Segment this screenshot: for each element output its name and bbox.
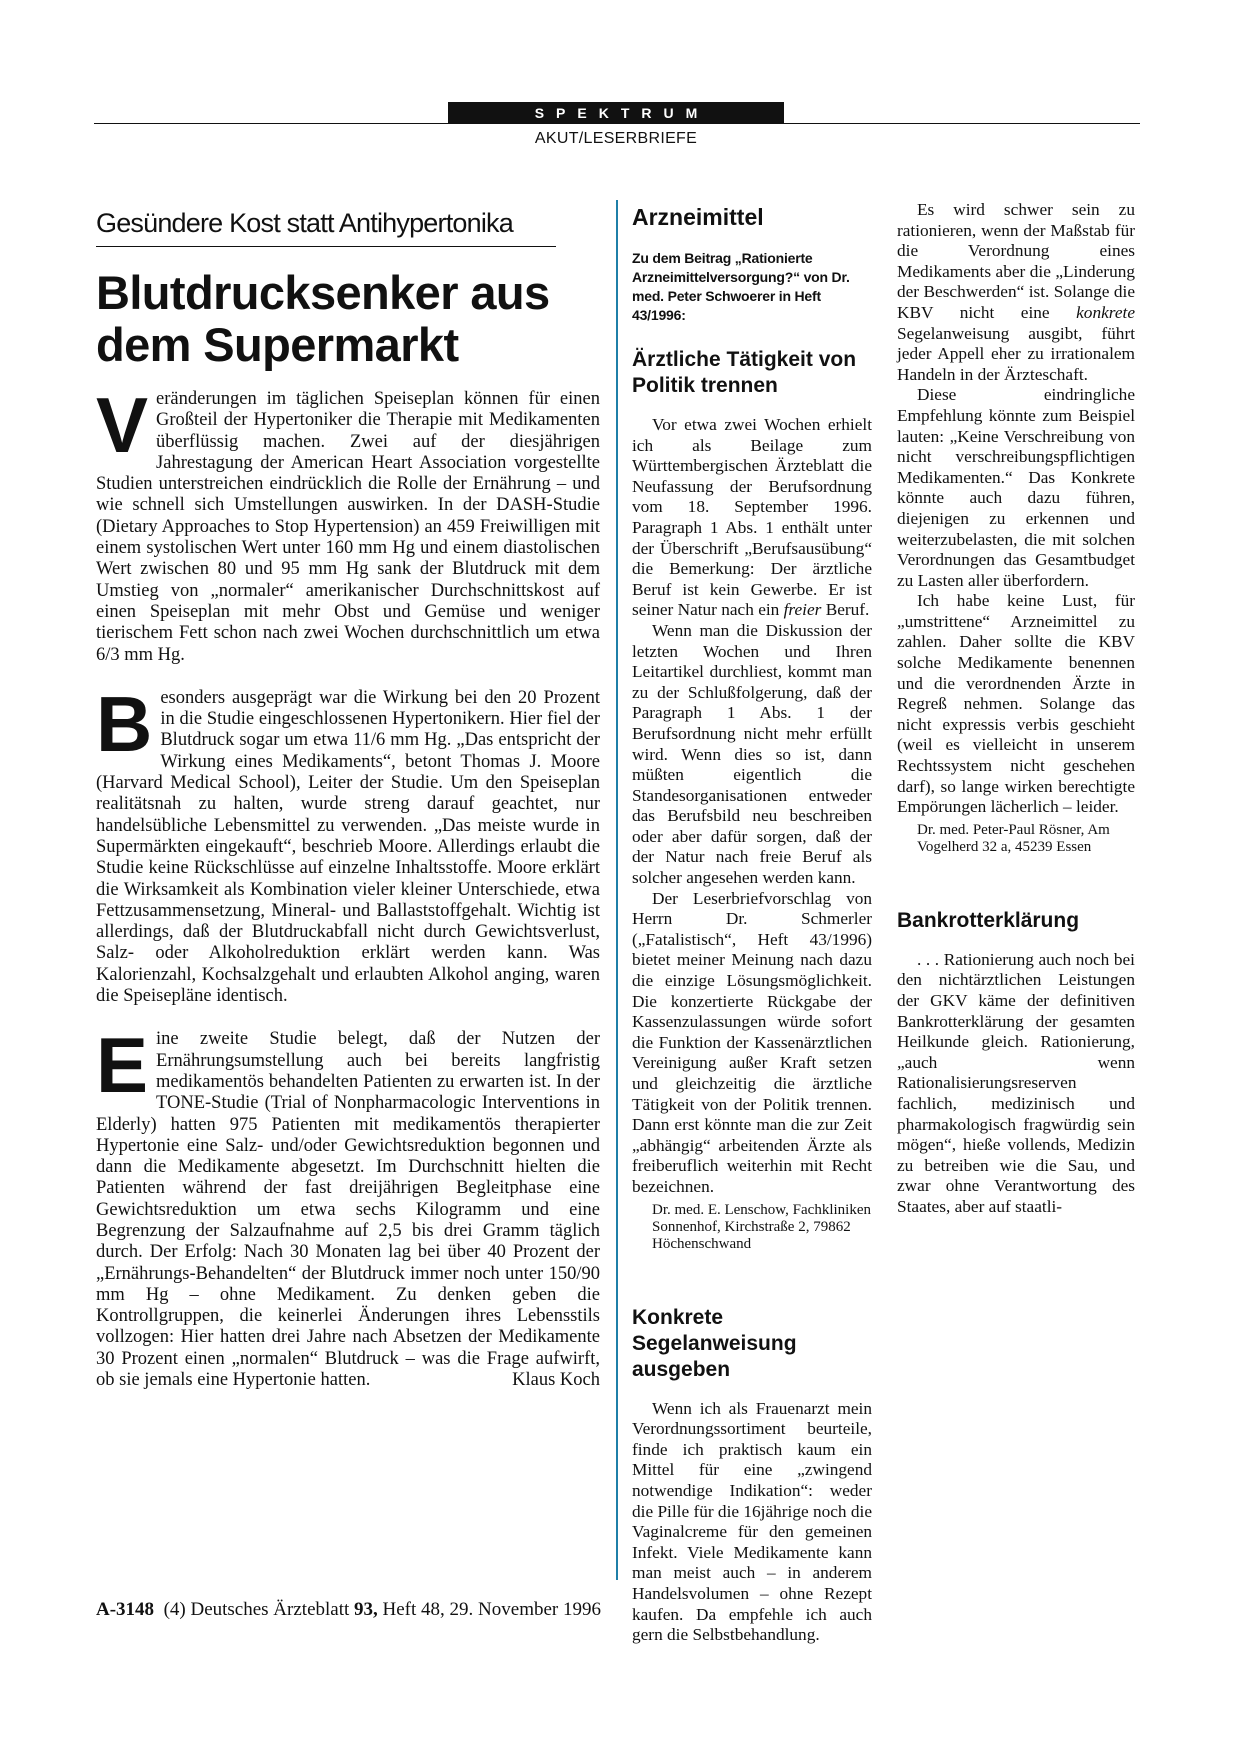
letter-signature: Dr. med. E. Lenschow, Fachkliniken Sonnenhof, Kirchstraße 2, 79862 Höchenschwand xyxy=(652,1201,871,1252)
letter-body xyxy=(632,1399,872,1646)
emphasis: konkrete xyxy=(1076,302,1135,322)
text-run: Beruf. xyxy=(821,600,870,620)
letters-section-title: Arzneimittel xyxy=(632,204,764,230)
letter-paragraph: . . . Rationierung auch noch bei den nichtärztlichen Leistungen der GKV käme der definitiven Bankrotterklärung der gesamten Heilkunde gleich. Rationierung, „auch wenn Rationalisierungsreserven fachlich, medizinisch und pharmakologisch fragwürdig sein mögen“, hieße vollends, Medizin zu betreiben wie die Sau, und zwar ohne Verantwortung des Staates, aber auf staatli- xyxy=(897,949,1135,1216)
text-run: Es wird schwer sein zu rationieren, wenn der Maßstab für die Verordnung eines Medikaments aber die „Linderung der Beschwerden“ ist. Solange die KBV nicht eine xyxy=(897,200,1135,322)
letter-paragraph xyxy=(632,415,872,621)
main-article xyxy=(96,200,600,1413)
dropcap: V xyxy=(96,381,149,469)
page-footer xyxy=(96,1599,601,1621)
letter-paragraph: Der Leserbriefvorschlag von Herrn Dr. Schmerler („Fatalistisch“, Heft 43/1996) bietet meiner Meinung nach dazu die einzige Lösungsmöglichkeit. Die konzertierte Rückgabe der Kassenzulassungen würde sofort die Funktion der Kassenärztlichen Vereinigung außer Kraft setzen und gleichzeitig die ärztliche Tätigkeit von der Politik trennen. Dann erst könnte man die zur Zeit „abhängig“ arbeitenden Ärzte als freiberuflich weiterhin mit Recht bezeichnen. xyxy=(632,888,872,1196)
paragraph-text: esonders ausgeprägt war die Wirkung bei den 20 Prozent in die Studie eingeschlossenen Hypertonikern. Hier fiel der Blutdruck sogar um etwa 11/6 mm Hg. „Das entspricht der Wirkung eines Medikaments“, betont Thomas J. Moore (Harvard Medical School), Leiter der Studie. Um den Speiseplan realitätsnah zu halten, wurde streng darauf geachtet, nur handelsübliche Lebensmittel zu verwenden. „Das meiste wurde in Supermärkten eingekauft“, beschrieb Moore. Allerdings erlaubt die Studie keine Rückschlüsse auf einzelne Inhaltsstoffe. Moore erklärt die Wirksamkeit als Kombination vieler kleiner Unterschiede, etwa Fettzusammensetzung, Mineral- und Ballaststoffgehalt. Wichtig ist allerdings, daß der Blutdruckabfall nicht durch Gewichtsverlust, Salz- oder Alkoholreduktion erklärt werden kann. Was Kalorienzahl, Kochsalzgehalt und erlaubten Alkohol anging, waren die Speisepläne identisch. xyxy=(96,687,600,1007)
article-paragraph xyxy=(96,381,600,666)
letter-title: Bankrotterklärung xyxy=(897,908,1080,932)
article-author: Klaus Koch xyxy=(512,1370,600,1391)
emphasis: freier xyxy=(783,600,822,620)
article-paragraph xyxy=(96,1021,600,1391)
dropcap: B xyxy=(96,679,153,768)
text-run: Vor etwa zwei Wochen erhielt ich als Beilage zum Württembergischen Ärzteblatt die Neufassung der Berufsordnung vom 18. September 1996. Paragraph 1 Abs. 1 enthält unter der Überschrift „Berufsausübung“ die Bemerkung: Der ärztliche Beruf ist kein Gewerbe. Er ist seiner Natur nach ein xyxy=(632,415,872,620)
section-banner: SPEKTRUM xyxy=(448,102,784,124)
page-number: A-3148 xyxy=(96,1599,155,1620)
letter-body xyxy=(632,415,872,1198)
dropcap: E xyxy=(96,1021,149,1110)
journal-name: (4) Deutsches Ärzteblatt xyxy=(163,1599,350,1620)
letter-paragraph xyxy=(897,200,1135,385)
letter-paragraph: Wenn ich als Frauenarzt mein Verordnungssortiment beurteile, finde ich praktisch kaum ein Mittel für eine „zwingend notwendige Indikation“: weder die Pille für die 16jährige noch die Vaginalcreme für den gemeinen Infekt. Viele Medikamente kann man meist auch – in anderem Handelsvolumen – ohne Rezept kaufen. Da empfehle ich auch gern die Selbstbehandlung. xyxy=(632,1398,872,1645)
letter-paragraph: Ich habe keine Lust, für „umstrittene“ Arzneimittel zu zahlen. Daher sollte die KBV solche Medikamente benennen und die verordnenden Ärzte in Regreß nehmen. Solange das nicht expressis verbis geschieht (weil es vielleicht in unserem Rechtssystem nicht geschehen darf), so lange wirken berechtigte Empörungen lächerlich – leider. xyxy=(897,591,1135,817)
article-kicker: Gesündere Kost statt Antihypertonika xyxy=(96,206,556,247)
letters-intro: Zu dem Beitrag „Rationierte Arzneimittelversorgung?“ von Dr. med. Peter Schwoerer in Heft 43/1996: xyxy=(632,250,850,323)
letter-title: Ärztliche Tätigkeit von Politik trennen xyxy=(632,348,857,397)
article-paragraph xyxy=(96,679,600,1007)
paragraph-body: ine zweite Studie belegt, daß der Nutzen der Ernährungsumstellung auch bei bereits langfristig medikamentös behandelten Patienten zu erwarten ist. In der TONE-Studie (Trial of Nonpharmacologic Interventions in Elderly) hatten 975 Patienten mit medikamentös therapierter Hypertonie eine Salz- und/oder Gewichtsreduktion begonnen und dann die Medikamente abgesetzt. Im Durchschnitt hielten die Patienten während der fast dreijährigen Begleitphase eine Gewichtsreduktion um etwa sechs Kilogramm und eine Begrenzung der Salzaufnahme auf 2,5 bis drei Gramm täglich durch. Der Erfolg: Nach 30 Monaten lag bei über 40 Prozent der „Ernährungs-Behandelten“ der Blutdruck immer noch unter 150/90 mm Hg – ohne Medikament. Zu denken geben die Kontrollgruppen, die keinerlei Änderungen ihres Lebensstils vollzogen: Hier hatten drei Jahre nach Absetzen der Medikamente 30 Prozent einen „normalen“ Blutdruck – was die Frage aufwirft, ob sie jemals eine Hypertonie hatten. xyxy=(96,1029,600,1391)
volume: 93, xyxy=(354,1599,378,1620)
text-run: Segelanweisung ausgibt, führt jeder Appell eher zu irrationalem Handeln in der Ärzteschaft. xyxy=(897,323,1135,384)
letter-body-continued xyxy=(897,200,1135,818)
issue-date: Heft 48, 29. November 1996 xyxy=(382,1599,601,1620)
paragraph-text xyxy=(96,1021,600,1391)
letters-column-right xyxy=(897,200,1135,1218)
paragraph-text: eränderungen im täglichen Speiseplan können für einen Großteil der Hypertoniker die Therapie mit Medikamenten überflüssig machen. Zwei auf der diesjährigen Jahrestagung der American Heart Association vorgestellte Studien unterstreichen eindrücklich die Rolle der Ernährung – und wie schnell sich Umstellungen auswirken. In der DASH-Studie (Dietary Approaches to Stop Hypertension) an 459 Freiwilligen mit einem systolischen Wert unter 160 mm Hg und einem diastolischen Wert zwischen 80 und 95 mm Hg sank der Blutdruck mit dem Umstieg von „normaler“ amerikanischer Durchschnittskost auf einen Speiseplan mit mehr Obst und Gemüse und weniger tierischem Fett schon nach zwei Wochen durchschnittlich um etwa 6/3 mm Hg. xyxy=(96,389,600,665)
letter-title: Konkrete Segelanweisung ausgeben xyxy=(632,1305,797,1381)
letter-body xyxy=(897,950,1135,1218)
letter-paragraph: Wenn man die Diskussion der letzten Wochen und Ihren Leitartikel durchliest, kommt man zu der Schlußfolgerung, daß der Paragraph 1 Abs. 1 der Berufsordnung nicht mehr erfüllt wird. Wenn dies so ist, dann müßten eigentlich die Standesorganisationen entweder das Berufsbild neu beschreiben oder aber dafür sorgen, daß der der Natur nach freie Beruf als solcher angesehen werden kann. xyxy=(632,620,872,888)
letter-paragraph: Diese eindringliche Empfehlung könnte zum Beispiel lauten: „Keine Verschreibung von nicht verschreibungspflichtigen Medikamenten.“ Das Konkrete könnte auch dazu führen, diejenigen zu erkennen und weiterzubelasten, die mit solchen Verordnungen das Gesamtbudget zu Lasten aller überfordern. xyxy=(897,385,1135,590)
subsection-label: AKUT/LESERBRIEFE xyxy=(534,130,698,147)
letters-column-left xyxy=(632,200,872,1646)
letter-signature: Dr. med. Peter-Paul Rösner, Am Vogelherd 32 a, 45239 Essen xyxy=(917,821,1110,855)
column-divider xyxy=(616,200,618,1580)
article-headline: Blutdrucksenker aus dem Supermarkt xyxy=(96,266,550,371)
